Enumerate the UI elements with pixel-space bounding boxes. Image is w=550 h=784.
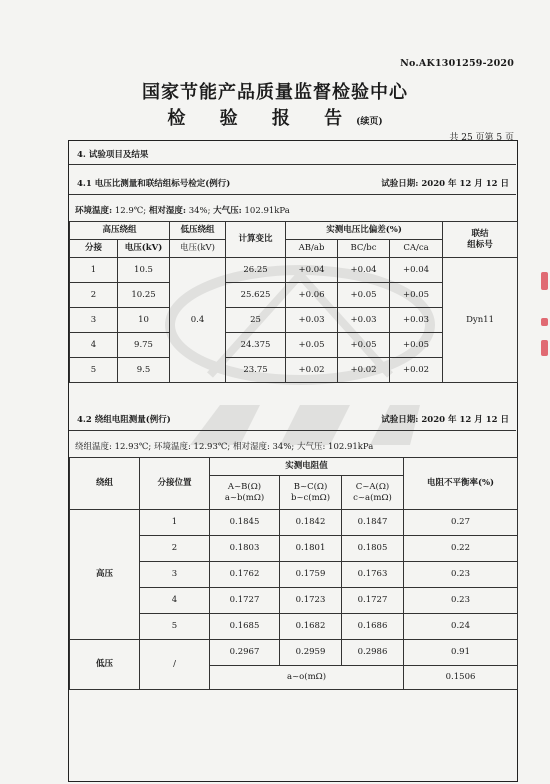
cell-ab: 0.1762 xyxy=(210,562,280,588)
pressure-value: 102.91kPa xyxy=(244,206,290,216)
humidity-label: 相对湿度: xyxy=(148,206,186,216)
hdr-hv-voltage: 电压(kV) xyxy=(118,240,170,258)
s41-environment xyxy=(75,204,290,216)
cell-imbalance: 0.23 xyxy=(404,562,518,588)
hdr-ab-resistance xyxy=(210,476,280,510)
report-title-main: 检 验 报 告 xyxy=(167,108,357,129)
humidity-value: 34%; xyxy=(188,206,211,216)
cell-ca: 0.1805 xyxy=(342,536,404,562)
side-stamp-mark xyxy=(541,272,548,290)
cell-ca: +0.05 xyxy=(390,333,443,358)
divider xyxy=(69,430,516,431)
cell-tap: 3 xyxy=(70,308,118,333)
cell-tap: 1 xyxy=(140,510,210,536)
cell-ab: 0.1685 xyxy=(210,614,280,640)
cell-ratio: 26.25 xyxy=(226,258,286,283)
cell-ca: +0.03 xyxy=(390,308,443,333)
cell-ab: 0.2967 xyxy=(210,640,280,666)
hdr-lv-winding: 低压绕组 xyxy=(170,222,226,240)
cell-ca: +0.04 xyxy=(390,258,443,283)
cell-ab: 0.1803 xyxy=(210,536,280,562)
hdr-bc-line1: B~C(Ω) xyxy=(293,481,328,492)
s42-environment: 绕组温度: 12.93℃; 环境温度: 12.93℃; 相对湿度: 34%; 大气压: 102.91kPa xyxy=(75,442,374,452)
report-frame xyxy=(68,140,518,782)
cell-ratio: 25 xyxy=(226,308,286,333)
hdr-hv-winding: 高压绕组 xyxy=(70,222,170,240)
divider xyxy=(69,194,516,195)
hdr-calc-ratio: 计算变比 xyxy=(226,222,286,258)
page-indicator: 共 25 页第 5 页 xyxy=(449,133,514,143)
cell-ca: 0.1847 xyxy=(342,510,404,536)
cell-tap: 3 xyxy=(140,562,210,588)
cell-tap: 4 xyxy=(70,333,118,358)
winding-resistance-table xyxy=(69,457,518,690)
cell-bc: +0.03 xyxy=(338,308,390,333)
cell-voltage: 9.5 xyxy=(118,358,170,383)
cell-imbalance: 0.91 xyxy=(404,640,518,666)
cell-tap: 2 xyxy=(70,283,118,308)
cell-ab: +0.03 xyxy=(286,308,338,333)
env-temp-value: 12.9℃; xyxy=(114,206,147,216)
cell-connection: Dyn11 xyxy=(443,258,518,383)
cell-lv-label: 低压 xyxy=(70,640,140,690)
cell-bc: +0.05 xyxy=(338,283,390,308)
s41-title: 4.1 电压比测量和联结组标号检定(例行) xyxy=(77,179,231,189)
continued-label: (续页) xyxy=(356,117,383,127)
cell-voltage: 9.75 xyxy=(118,333,170,358)
cell-imbalance: 0.24 xyxy=(404,614,518,640)
cell-voltage: 10 xyxy=(118,308,170,333)
hdr-deviation: 实测电压比偏差(%) xyxy=(286,222,443,240)
cell-bc: 0.1842 xyxy=(280,510,342,536)
cell-ca: 0.1763 xyxy=(342,562,404,588)
cell-ca: +0.05 xyxy=(390,283,443,308)
cell-bc: +0.02 xyxy=(338,358,390,383)
cell-lv-voltage: 0.4 xyxy=(170,258,226,383)
cell-ratio: 23.75 xyxy=(226,358,286,383)
cell-imbalance: 0.27 xyxy=(404,510,518,536)
table-row xyxy=(70,640,518,666)
hdr-lv-voltage: 电压(kV) xyxy=(170,240,226,258)
cell-ab: +0.04 xyxy=(286,258,338,283)
hdr-ca-line1: C~A(Ω) xyxy=(355,481,390,492)
cell-lv-tap: / xyxy=(140,640,210,690)
cell-ca: 0.1727 xyxy=(342,588,404,614)
cell-ratio: 24.375 xyxy=(226,333,286,358)
cell-ab: +0.05 xyxy=(286,333,338,358)
hdr-tap-position: 分接位置 xyxy=(140,458,210,510)
hdr-bc: BC/bc xyxy=(338,240,390,258)
cell-tap: 4 xyxy=(140,588,210,614)
report-title xyxy=(0,104,550,130)
cell-ab: 0.1727 xyxy=(210,588,280,614)
s41-date: 试验日期: 2020 年 12 月 12 日 xyxy=(381,179,509,189)
hdr-ab-line2: a~b(mΩ) xyxy=(224,492,265,503)
hdr-tap: 分接 xyxy=(70,240,118,258)
hdr-bc-line2: b~c(mΩ) xyxy=(290,492,331,503)
cell-bc: 0.1801 xyxy=(280,536,342,562)
cell-ca: 0.1686 xyxy=(342,614,404,640)
cell-bc: 0.1682 xyxy=(280,614,342,640)
hdr-ca-line2: c~a(mΩ) xyxy=(353,492,392,503)
cell-imbalance: 0.23 xyxy=(404,588,518,614)
hdr-measured-resistance: 实测电阻值 xyxy=(210,458,404,476)
cell-bc: +0.04 xyxy=(338,258,390,283)
cell-imbalance: 0.22 xyxy=(404,536,518,562)
hdr-connection-line1: 联结 xyxy=(471,228,489,239)
cell-ca: 0.2986 xyxy=(342,640,404,666)
cell-ab: +0.06 xyxy=(286,283,338,308)
hdr-connection-line2: 组标号 xyxy=(467,239,493,250)
cell-ab: 0.1845 xyxy=(210,510,280,536)
document-number: No.AK1301259-2020 xyxy=(400,58,514,69)
divider xyxy=(69,164,516,165)
pressure-label: 大气压: xyxy=(213,206,242,216)
s42-date: 试验日期: 2020 年 12 月 12 日 xyxy=(381,415,509,425)
cell-ao-label: a~o(mΩ) xyxy=(210,666,404,690)
cell-hv-label: 高压 xyxy=(70,510,140,640)
cell-tap: 5 xyxy=(140,614,210,640)
cell-ab: +0.02 xyxy=(286,358,338,383)
hdr-imbalance: 电阻不平衡率(%) xyxy=(404,458,518,510)
cell-voltage: 10.5 xyxy=(118,258,170,283)
side-stamp-mark xyxy=(541,340,548,356)
hdr-ca-resistance xyxy=(342,476,404,510)
institution-title: 国家节能产品质量监督检验中心 xyxy=(142,82,408,103)
hdr-ab: AB/ab xyxy=(286,240,338,258)
cell-tap: 1 xyxy=(70,258,118,283)
cell-ca: +0.02 xyxy=(390,358,443,383)
env-temp-label: 环境温度: xyxy=(75,206,113,216)
cell-tap: 5 xyxy=(70,358,118,383)
cell-bc: 0.2959 xyxy=(280,640,342,666)
table-row xyxy=(70,258,518,283)
hdr-bc-resistance xyxy=(280,476,342,510)
side-stamp-mark xyxy=(541,318,548,326)
cell-bc: 0.1723 xyxy=(280,588,342,614)
hdr-connection xyxy=(443,222,518,258)
cell-tap: 2 xyxy=(140,536,210,562)
cell-ao-value: 0.1506 xyxy=(404,666,518,690)
cell-ratio: 25.625 xyxy=(226,283,286,308)
section-heading: 4. 试验项目及结果 xyxy=(77,150,149,160)
s42-title: 4.2 绕组电阻测量(例行) xyxy=(77,415,171,425)
hdr-ab-line1: A~B(Ω) xyxy=(227,481,262,492)
cell-voltage: 10.25 xyxy=(118,283,170,308)
hdr-winding: 绕组 xyxy=(70,458,140,510)
cell-bc: +0.05 xyxy=(338,333,390,358)
hdr-ca: CA/ca xyxy=(390,240,443,258)
table-row xyxy=(70,510,518,536)
cell-bc: 0.1759 xyxy=(280,562,342,588)
voltage-ratio-table xyxy=(69,221,518,383)
